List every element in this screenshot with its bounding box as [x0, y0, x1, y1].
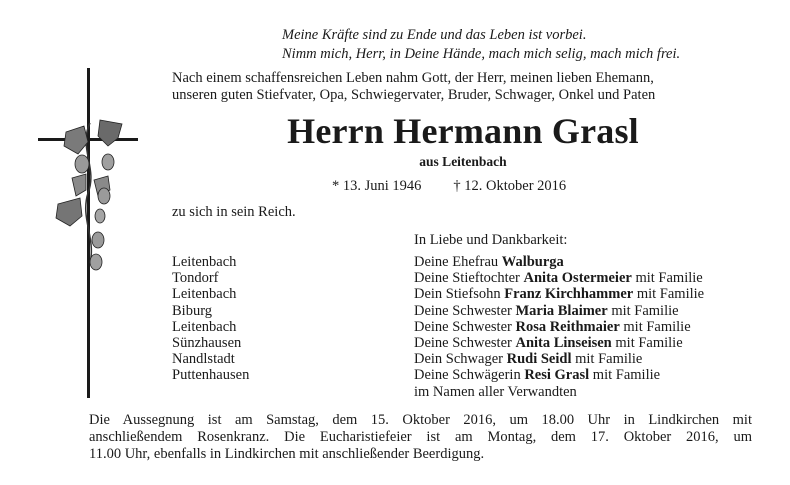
- family-suffix: mit Familie: [631, 270, 703, 287]
- mourner-place: Nandlstadt: [172, 351, 235, 368]
- mourner-list: [414, 254, 704, 400]
- mourner-row: [414, 351, 704, 367]
- mourner-row: [414, 254, 704, 270]
- mourner-row: [414, 335, 704, 351]
- mourner-place: Leitenbach: [172, 254, 237, 270]
- mourner-place: Puttenhausen: [172, 367, 250, 384]
- mourner-places: [172, 254, 249, 384]
- family-suffix: mit Familie: [571, 351, 643, 368]
- mourner-row: [414, 303, 704, 319]
- relation: Deine Schwester: [414, 302, 516, 319]
- funeral-info: [89, 412, 752, 463]
- mourner-place: Sünzhausen: [172, 334, 242, 351]
- deceased-origin: aus Leitenbach: [419, 154, 507, 169]
- mourner-name: Maria Blaimer: [515, 302, 608, 319]
- closing-text: zu sich in sein Reich.: [172, 204, 296, 220]
- mourner-place: Biburg: [172, 302, 213, 319]
- birth-date: * 13. Juni 1946: [332, 178, 422, 194]
- family-suffix: mit Familie: [633, 286, 705, 303]
- relation: Dein Schwager: [414, 351, 507, 368]
- relation: Dein Stiefsohn: [414, 286, 505, 303]
- mourner-place: Leitenbach: [172, 318, 237, 335]
- mourner-name: Resi Grasl: [524, 367, 590, 384]
- mourner-name: Anita Linseisen: [515, 334, 612, 351]
- mourner-row: [414, 270, 704, 286]
- mourner-name: Rosa Reithmaier: [515, 318, 620, 335]
- family-suffix: mit Familie: [589, 367, 661, 384]
- mourner-row: [414, 319, 704, 335]
- mourner-row: [414, 367, 704, 383]
- intro-line-2: unseren guten Stiefvater, Opa, Schwiegervater, Bruder, Schwager, Onkel und Paten: [172, 87, 656, 103]
- death-date: † 12. Oktober 2016: [453, 178, 567, 194]
- cross-with-hops-icon: [38, 68, 148, 398]
- family-suffix: mit Familie: [619, 318, 691, 335]
- funeral-info-line-1: Die Aussegnung ist am Samstag, dem 15. Oktober 2016, um 18.00 Uhr in Lindkirchen mit: [89, 412, 752, 428]
- mourner-place: Tondorf: [172, 270, 219, 287]
- poem-line-2: Nimm mich, Herr, in Deine Hände, mach mich selig, mach mich frei.: [282, 46, 681, 62]
- deceased-name: Herrn Hermann Grasl: [287, 111, 639, 151]
- mourner-name: Franz Kirchhammer: [504, 286, 634, 303]
- poem-line-1: Meine Kräfte sind zu Ende und das Leben ist vorbei.: [282, 27, 587, 43]
- relation: Deine Schwester: [414, 334, 516, 351]
- funeral-info-line-3: 11.00 Uhr, ebenfalls in Lindkirchen mit anschließender Beerdigung.: [89, 446, 485, 462]
- family-suffix: mit Familie: [611, 334, 683, 351]
- relation: Deine Schwester: [414, 318, 516, 335]
- mourner-place: Leitenbach: [172, 286, 237, 303]
- life-dates: [332, 178, 566, 195]
- funeral-info-line-2: anschließendem Rosenkranz. Die Eucharistiefeier ist am Montag, dem 17. Oktober 2016, um: [89, 429, 752, 445]
- family-suffix: mit Familie: [607, 302, 679, 319]
- relation: Deine Schwägerin: [414, 367, 525, 384]
- mourner-row: [414, 286, 704, 302]
- thanks-heading: In Liebe und Dankbarkeit:: [414, 232, 568, 248]
- intro-line-1: Nach einem schaffensreichen Leben nahm Gott, der Herr, meinen lieben Ehemann,: [172, 70, 654, 86]
- mourner-name: Rudi Seidl: [506, 351, 572, 368]
- mourner-extra: im Namen aller Verwandten: [414, 383, 577, 400]
- relation: Deine Stieftochter: [414, 270, 524, 287]
- relation: Deine Ehefrau: [414, 254, 502, 270]
- mourner-name: Anita Ostermeier: [523, 270, 632, 287]
- mourner-name: Walburga: [501, 254, 564, 270]
